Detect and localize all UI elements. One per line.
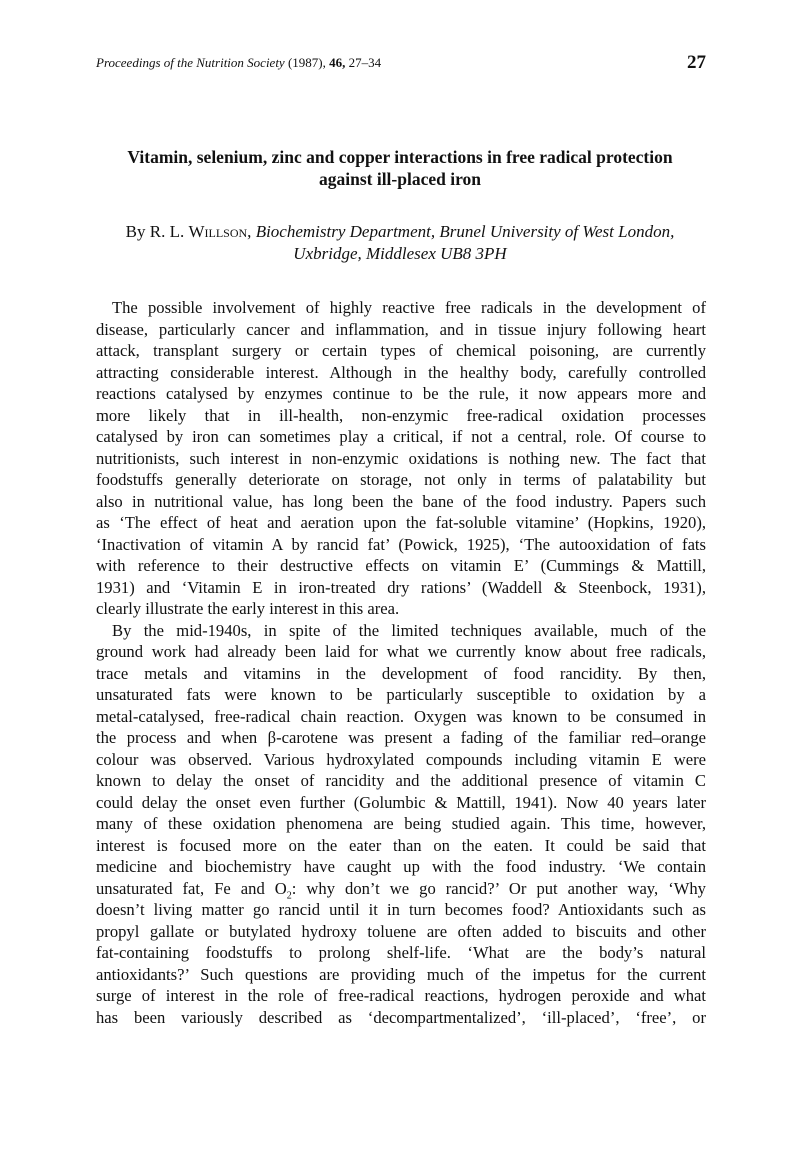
byline-by: By R. L. <box>125 222 185 241</box>
journal-year: (1987), <box>287 55 326 70</box>
journal-pages: 27–34 <box>348 55 382 70</box>
journal-name: Proceedings of the Nutrition Society <box>96 55 285 70</box>
text-line: also in nutritional value, has long been the bane of the food industry. Papers such <box>96 491 706 511</box>
text-fragment: unsaturated fat, Fe and O <box>96 878 287 898</box>
paragraph <box>96 297 706 620</box>
journal-volume: 46, <box>329 55 346 70</box>
text-line: the process and when β-carotene was present a fading of the familiar red–orange <box>96 728 706 747</box>
text-line: ‘Inactivation of vitamin A by rancid fat’ (Powick, 1925), ‘The autooxidation of fats <box>96 534 706 554</box>
text-line: attack, transplant surgery or certain types of chemical poisoning, are currently <box>96 341 706 360</box>
text-line: ground work had already been laid for what we currently know about free radicals, <box>96 642 706 661</box>
text-line: known to delay the onset of rancidity and the additional presence of vitamin C <box>96 771 706 790</box>
text-line: more likely that in ill-health, non-enzymic free-radical oxidation processes <box>96 405 706 425</box>
paragraph <box>96 620 706 1029</box>
text-line: nutritionists, such interest in non-enzymic oxidations is nothing new. The fact that <box>96 448 706 468</box>
text-line: as ‘The effect of heat and aeration upon the fat-soluble vitamine’ (Hopkins, 1920), <box>96 513 706 532</box>
text-line: many of these oxidation phenomena are being studied again. This time, however, <box>96 814 706 833</box>
text-line: colour was observed. Various hydroxylated compounds including vitamin E were <box>96 749 706 769</box>
text-line: trace metals and vitamins in the development of food rancidity. By then, <box>96 663 706 683</box>
title-line: against ill-placed iron <box>318 168 482 189</box>
text-fragment: 2 <box>286 889 292 901</box>
text-line: catalysed by iron can sometimes play a critical, if not a central, role. Of course to <box>96 427 706 446</box>
page-number: 27 <box>687 52 706 73</box>
author-name: Willson, <box>188 222 252 241</box>
text-line: antioxidants?’ Such questions are providing much of the impetus for the current <box>96 964 706 984</box>
text-line: The possible involvement of highly reactive free radicals in the development of <box>112 298 706 317</box>
text-fragment: : why don’t we go rancid?’ Or put another way, ‘Why <box>291 878 706 898</box>
text-line <box>96 878 706 900</box>
text-line: medicine and biochemistry have caught up with the food industry. ‘We contain <box>96 857 706 876</box>
text-line: could delay the onset even further (Golumbic & Mattill, 1941). Now 40 years later <box>96 792 706 812</box>
affiliation-line: Biochemistry Department, Brunel University of West London, <box>255 222 675 241</box>
text-line: surge of interest in the role of free-radical reactions, hydrogen peroxide and what <box>96 986 706 1005</box>
text-line: clearly illustrate the early interest in this area. <box>96 599 400 618</box>
text-line: attracting considerable interest. Although in the healthy body, carefully controlled <box>96 362 706 382</box>
text-line: has been variously described as ‘decompartmentalized’, ‘ill-placed’, ‘free’, or <box>96 1007 706 1027</box>
article-title <box>80 147 720 190</box>
byline <box>80 221 720 264</box>
running-header <box>96 52 706 73</box>
text-line: 1931) and ‘Vitamin E in iron-treated dry rations’ (Waddell & Steenbock, 1931), <box>96 577 706 597</box>
text-line: unsaturated fats were known to be particularly susceptible to oxidation by a <box>96 685 706 704</box>
text-line: doesn’t living matter go rancid until it in turn becomes food? Antioxidants such as <box>96 900 706 919</box>
text-line: reactions catalysed by enzymes continue to be the rule, it now appears more and <box>96 384 706 403</box>
article-body <box>96 297 706 1028</box>
text-line: fat-containing foodstuffs to prolong shelf-life. ‘What are the body’s natural <box>96 943 706 962</box>
text-line: metal-catalysed, free-radical chain reaction. Oxygen was known to be consumed in <box>96 706 706 726</box>
title-line: Vitamin, selenium, zinc and copper interactions in free radical protection <box>127 147 673 167</box>
text-line: By the mid-1940s, in spite of the limited techniques available, much of the <box>112 620 706 640</box>
text-line: foodstuffs generally deteriorate on storage, not only in terms of palatability but <box>96 470 706 489</box>
text-line: propyl gallate or butylated hydroxy toluene are often added to biscuits and other <box>96 921 706 941</box>
text-line: with reference to their destructive effects on vitamin E’ (Cummings & Mattill, <box>96 556 706 575</box>
affiliation-line: Uxbridge, Middlesex UB8 3PH <box>293 243 507 263</box>
text-line: disease, particularly cancer and inflammation, and in tissue injury following heart <box>96 319 706 339</box>
text-line: interest is focused more on the eater than on the eaten. It could be said that <box>96 835 706 855</box>
